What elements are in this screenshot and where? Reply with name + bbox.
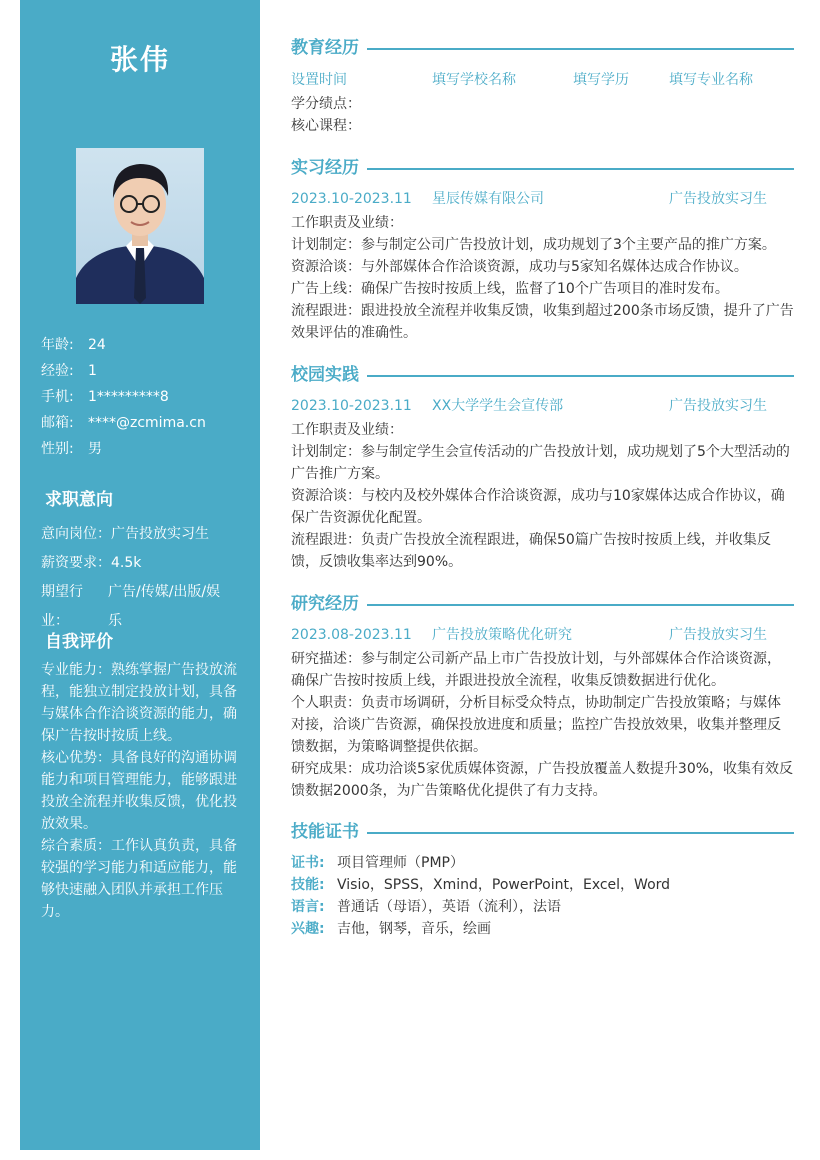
self-eval-body — [41, 659, 241, 923]
internship-heading: 实习经历 — [291, 156, 794, 180]
skill-row-interests: 兴趣: 吉他，钢琴，音乐，绘画 — [291, 921, 491, 937]
intent-salary: 薪资要求：4.5k — [41, 555, 142, 571]
skill-row-certificate: 证书: 项目管理师（PMP） — [291, 855, 464, 871]
info-gender: 性别: 男 — [41, 441, 102, 457]
profile-photo — [76, 148, 204, 304]
research-entry-header: 2023.08-2023.11 广告投放策略优化研究 广告投放实习生 — [291, 627, 767, 643]
intent-heading: 求职意向 — [45, 490, 113, 510]
info-email: 邮箱: ****@zcmima.cn — [41, 415, 206, 431]
skill-row-language: 语言: 普通话（母语），英语（流利），法语 — [291, 899, 561, 915]
self-eval-paragraph: 专业能力：熟练掌握广告投放流程，能独立制定投放计划，具备与媒体合作洽谈资源的能力，确保广告按时按质上线。 — [41, 662, 237, 744]
info-phone: 手机: 1*********8 — [41, 389, 169, 405]
section-divider — [367, 832, 794, 834]
info-age: 年龄: 24 — [41, 337, 106, 353]
research-body: 研究描述：参与制定公司新产品上市广告投放计划，与外部媒体合作洽谈资源，确保广告按时按质上线，并跟进投放全流程，收集反馈数据进行优化。 个人职责：负责市场调研，分析目标受众特点，协助制定广告投放策略；与媒体对接，洽谈广告资源，确保投放进度和质量；监控广告投放效果，收集并整理反馈数据，为策略调整提供依据。 研究成果：成功洽谈5家优质媒体资源，广告投放覆盖人数提升30%，收集有效反馈数据2000条，为广告策略优化提供了有力支持。 — [291, 651, 794, 799]
intent-block — [41, 520, 241, 636]
internship-entry-header: 2023.10-2023.11 星辰传媒有限公司 广告投放实习生 — [291, 191, 767, 207]
skills-heading: 技能证书 — [291, 820, 794, 844]
sidebar — [20, 0, 260, 1150]
skill-row-skills: 技能: Visio，SPSS，Xmind，PowerPoint，Excel，Word — [291, 877, 671, 893]
campus-body: 工作职责及业绩： 计划制定：参与制定学生会宣传活动的广告投放计划，成功规划了5个大型活动的广告推广方案。 资源洽谈：与校内及校外媒体合作洽谈资源，成功与10家媒体达成合作协议，确保广告资源优化配置。 流程跟进：负责广告投放全流程跟进，确保50篇广告按时按质上线，并收集反馈，反馈收集率达到90%。 — [291, 422, 790, 570]
self-eval-paragraph: 综合素质：工作认真负责，具备较强的学习能力和适应能力，能够快速融入团队并承担工作压力。 — [41, 838, 237, 920]
section-divider — [367, 48, 794, 50]
internship-body: 工作职责及业绩： 计划制定：参与制定公司广告投放计划，成功规划了3个主要产品的推广方案。 资源洽谈：与外部媒体合作洽谈资源，成功与5家知名媒体达成合作协议。 广告上线：确保广告按时按质上线，监督了10个广告项目的准时发布。 流程跟进：跟进投放全流程并收集反馈，收集到超过200条市场反馈，提升了广告效果评估的准确性。 — [291, 215, 794, 341]
basic-info — [41, 332, 206, 462]
intent-position: 意向岗位：广告投放实习生 — [41, 526, 209, 542]
education-entry-header: 设置时间 填写学校名称 填写学历 填写专业名称 — [291, 72, 753, 88]
campus-heading: 校园实践 — [291, 363, 794, 387]
portrait-illustration — [76, 148, 204, 304]
intent-industry: 期望行业： 广告/传媒/出版/娱乐 — [41, 584, 221, 629]
section-divider — [367, 375, 794, 377]
section-divider — [367, 604, 794, 606]
section-divider — [367, 168, 794, 170]
campus-entry-header: 2023.10-2023.11 XX大学学生会宣传部 广告投放实习生 — [291, 398, 767, 414]
education-heading: 教育经历 — [291, 36, 794, 60]
research-heading: 研究经历 — [291, 592, 794, 616]
self-eval-paragraph: 核心优势：具备良好的沟通协调能力和项目管理能力，能够跟进投放全流程并收集反馈，优化投放效果。 — [41, 750, 237, 832]
candidate-name: 张伟 — [109, 43, 170, 76]
self-eval-heading: 自我评价 — [45, 632, 113, 652]
education-body: 学分绩点： 核心课程： — [291, 96, 361, 134]
skills-list — [291, 852, 670, 940]
info-experience: 经验: 1 — [41, 363, 97, 379]
